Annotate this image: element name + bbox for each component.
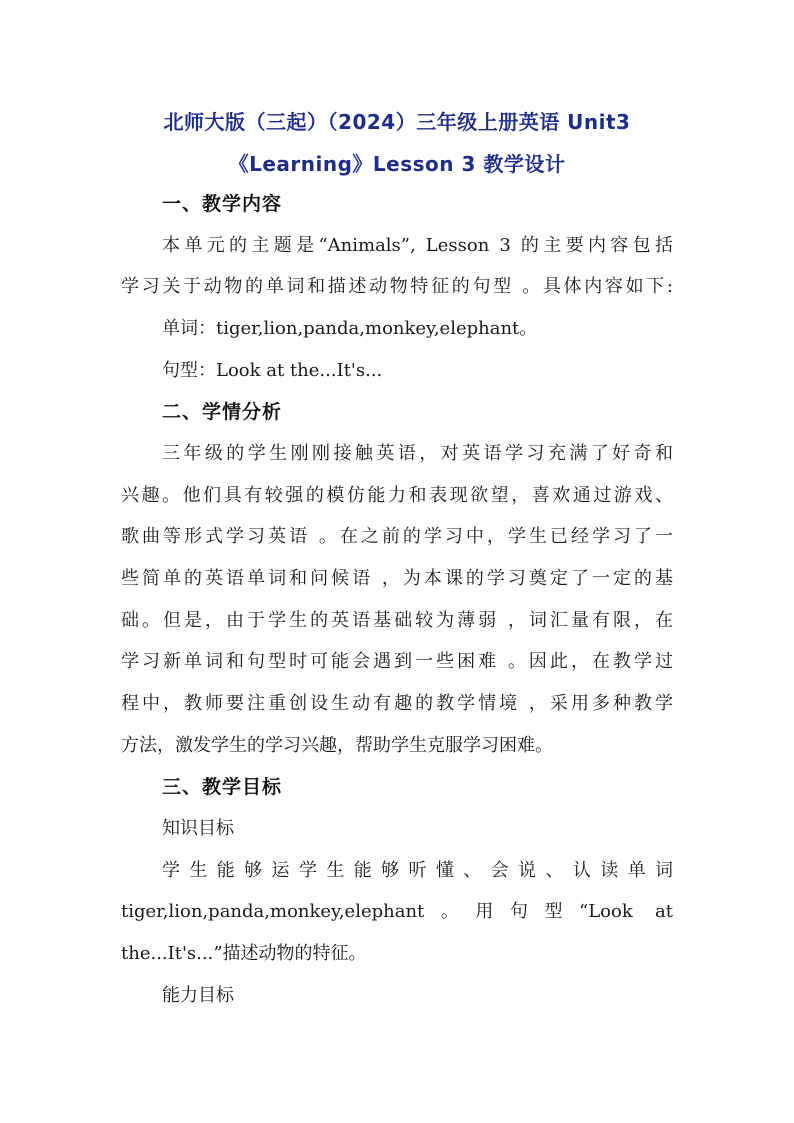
paragraph-line: 学习关于动物的单词和描述动物特征的句型 。具体内容如下: [121, 276, 673, 297]
subheading-knowledge: 知识目标 [162, 818, 234, 839]
paragraph-line: 本单元的主题是“Animals”, Lesson 3 的主要内容包括 [162, 235, 673, 256]
paragraph-line: 方法，激发学生的学习兴趣，帮助学生克服学习困难。 [121, 735, 553, 756]
paragraph-line: 歌曲等形式学习英语 。在之前的学习中，学生已经学习了一 [121, 526, 673, 547]
section-heading-objectives: 三、教学目标 [162, 776, 283, 798]
paragraph-line: 学习新单词和句型时可能会遇到一些困难 。因此，在教学过 [121, 651, 673, 672]
vocabulary-line: 单词：tiger,lion,panda,monkey,elephant。 [162, 318, 538, 339]
subheading-ability: 能力目标 [162, 985, 234, 1006]
paragraph-line: 学生能够运学生能够听懂、会说、认读单词 [162, 860, 673, 881]
document-title-line-1: 北师大版（三起）（2024）三年级上册英语 Unit3 [163, 110, 631, 134]
paragraph-line: 三年级的学生刚刚接触英语，对英语学习充满了好奇和 [162, 443, 673, 464]
document-title-line-2: 《Learning》Lesson 3 教学设计 [228, 152, 566, 176]
sentence-pattern-line: 句型：Look at the...It's... [162, 360, 383, 381]
section-heading-content: 一、教学内容 [162, 193, 283, 215]
section-heading-analysis: 二、学情分析 [162, 401, 283, 423]
paragraph-line: the...It's...”描述动物的特征。 [121, 943, 367, 964]
paragraph-line: 础。但是，由于学生的英语基础较为薄弱 ，词汇量有限，在 [121, 610, 673, 631]
paragraph-line: 些简单的英语单词和问候语 ，为本课的学习奠定了一定的基 [121, 568, 673, 589]
paragraph-line: 程中，教师要注重创设生动有趣的教学情境 ，采用多种教学 [121, 693, 673, 714]
paragraph-line: 兴趣。他们具有较强的模仿能力和表现欲望，喜欢通过游戏、 [121, 485, 673, 506]
paragraph-line: tiger,lion,panda,monkey,elephant。用句型“Look at [121, 901, 673, 922]
